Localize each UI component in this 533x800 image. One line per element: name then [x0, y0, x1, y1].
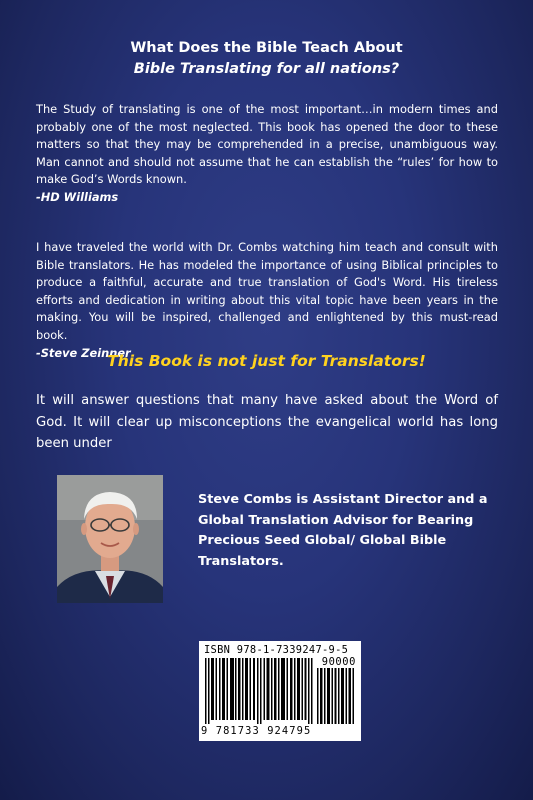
heading-title: What Does the Bible Teach About — [130, 40, 403, 56]
endorsement-quote — [36, 101, 498, 207]
author-bio: Steve Combs is Assistant Director and a Global Translation Advisor for Bearing Precious Seed Global/ Global Bible Translators. — [198, 492, 488, 569]
quote-text: I have traveled the world with Dr. Combs watching him teach and consult with Bible translators. He has modeled the importance of using Biblical principles to produce a faithful, accurate and true translation of God's Word. His tireless efforts and dedication in writing about this vital topic have been years in the making. You will be inspired, challenged and enlightened by this must-read book. — [36, 240, 498, 342]
price-code: 90000 — [321, 656, 356, 668]
isbn-barcode — [199, 641, 361, 741]
quote-text: The Study of translating is one of the most important…in modern times and probably one of the most neglected. This book has opened the door to these matters so that they may be comprehended in a precise, unambiguous way. Man cannot and should not assume that he can establish the “rules’ for how to make God’s Words known. — [36, 102, 498, 187]
quote-attribution: -HD Williams — [36, 189, 119, 204]
heading-subtitle: Bible Translating for all nations? — [133, 61, 400, 77]
ean-digits: 9 781733 924795 — [201, 725, 312, 737]
quote-attribution: -Steve Zeinner — [36, 345, 131, 360]
price-addon-bars — [317, 668, 355, 724]
ean-barcode-bars — [205, 658, 313, 724]
isbn-number: ISBN 978-1-7339247-9-5 — [204, 644, 349, 656]
tagline: This Book is not just for Translators! — [107, 352, 426, 370]
description-paragraph: It will answer questions that many have asked about the Word of God. It will clear up misconceptions the evangelical world has long been under — [36, 393, 498, 451]
author-portrait-illustration — [57, 475, 163, 603]
endorsement-quote — [36, 239, 498, 362]
cover-heading — [0, 38, 533, 80]
author-photo — [57, 475, 163, 603]
